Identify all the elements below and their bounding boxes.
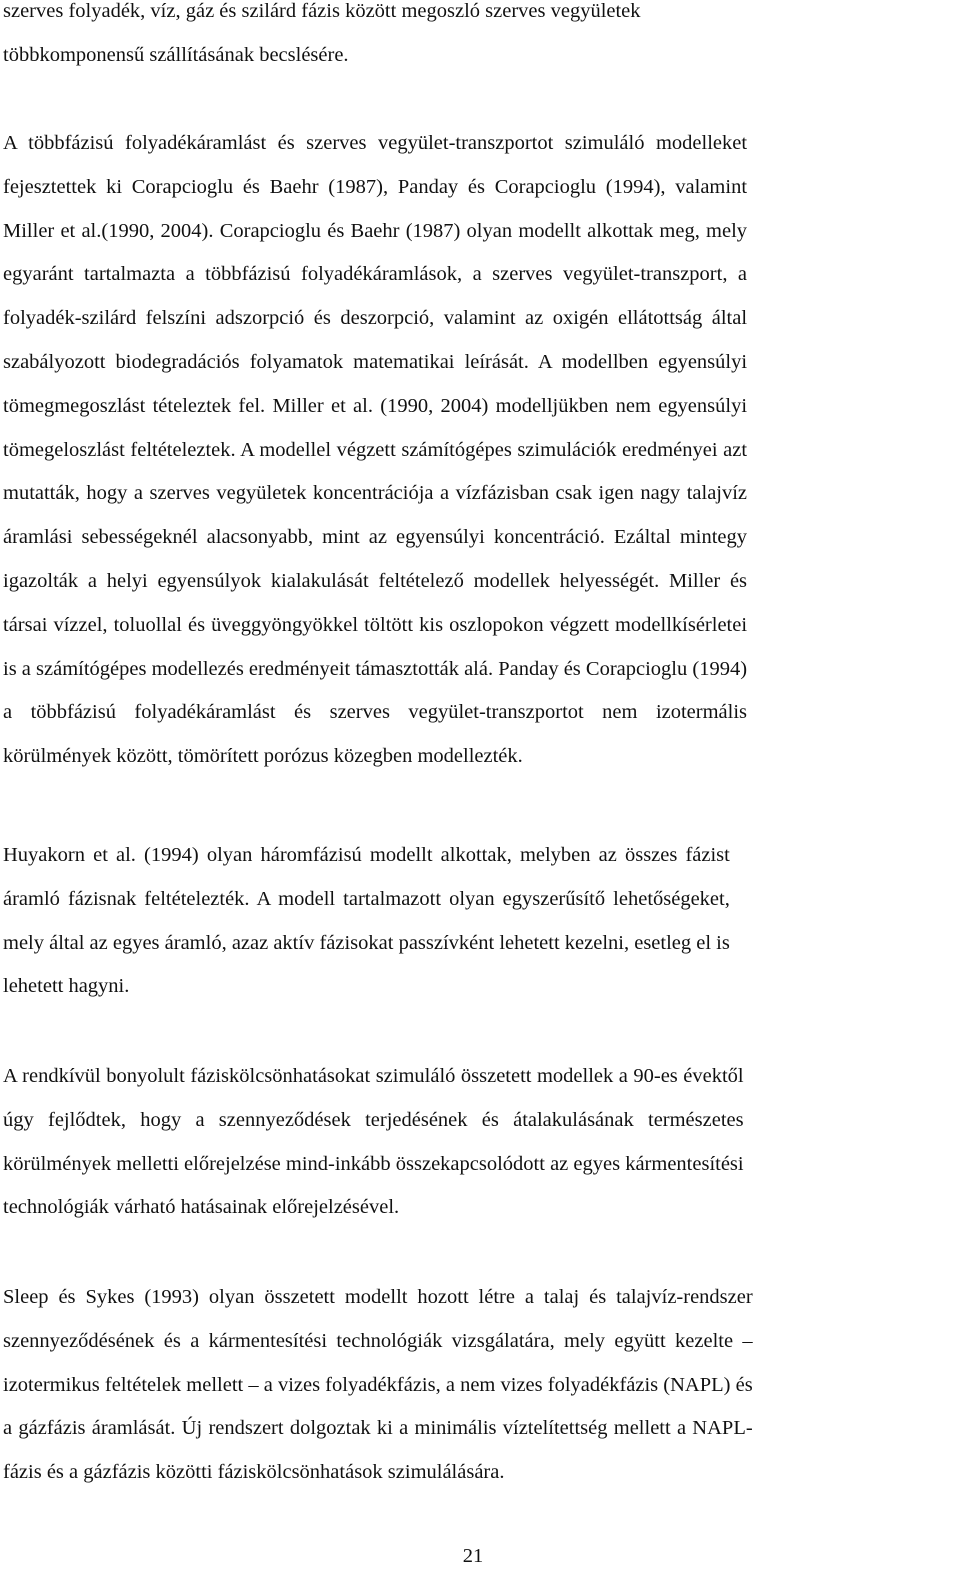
text-line: technológiák várható hatásainak előrejelzésével. xyxy=(3,1196,400,1219)
text-line: A rendkívül bonyolult fáziskölcsönhatásokat szimuláló összetett modellek a 90-es évektől xyxy=(3,1065,744,1087)
text-line: tömegeloszlást feltételeztek. A modellel végzett számítógépes szimulációk eredményei azt xyxy=(3,438,748,461)
paragraph-5 xyxy=(3,1276,753,1495)
text-line: folyadék-szilárd felszíni adszorpció és deszorpció, valamint az oxigén ellátottság által xyxy=(3,307,748,330)
text-line: lehetett hagyni. xyxy=(3,975,130,998)
paragraph-1 xyxy=(3,0,641,78)
text-line: a gázfázis áramlását. Új rendszert dolgoztak ki a minimális víztelítettség mellett a NAPL- xyxy=(3,1417,753,1440)
page-number: 21 xyxy=(462,1545,484,1567)
text-line: áramlási sebességeknél alacsonyabb, mint az egyensúlyi koncentráció. Ezáltal mintegy xyxy=(3,526,748,549)
text-line: A többfázisú folyadékáramlást és szerves vegyület-transzportot szimuláló modelleket xyxy=(3,132,748,154)
text-line: igazolták a helyi egyensúlyok kialakulását feltételező modellek helyességét. Miller és xyxy=(3,569,748,592)
text-line: szerves folyadék, víz, gáz és szilárd fázis között megoszló szerves vegyületek xyxy=(3,0,641,22)
text-line: is a számítógépes modellezés eredményeit támasztották alá. Panday és Corapcioglu (1994) xyxy=(3,657,748,680)
text-line: többkomponensű szállításának becslésére. xyxy=(3,43,349,66)
text-line: Sleep és Sykes (1993) olyan összetett modellt hozott létre a talaj és talajvíz-rendszer xyxy=(3,1286,753,1308)
text-line: szabályozott biodegradációs folyamatok matematikai leírását. A modellben egyensúlyi xyxy=(3,350,748,373)
text-line: egyaránt tartalmazta a többfázisú folyadékáramlások, a szerves vegyület-transzport, a xyxy=(3,263,748,286)
paragraph-2 xyxy=(3,122,747,779)
paragraph-3 xyxy=(3,834,730,1009)
text-line: Huyakorn et al. (1994) olyan háromfázisú modellt alkottak, melyben az összes fázist xyxy=(3,844,730,866)
text-line: fejesztettek ki Corapcioglu és Baehr (1987), Panday és Corapcioglu (1994), valamint xyxy=(3,175,748,198)
text-line: szennyeződésének és a kármentesítési technológiák vizsgálatára, mely együtt kezelte – xyxy=(3,1329,753,1352)
text-line: körülmények között, tömörített porózus közegben modellezték. xyxy=(3,745,523,768)
text-line: áramló fázisnak feltételezték. A modell tartalmazott olyan egyszerűsítő lehetőségeket, xyxy=(3,887,730,910)
text-line: mely által az egyes áramló, azaz aktív fázisokat passzívként lehetett kezelni, esetleg el is xyxy=(3,931,730,954)
text-line: Miller et al.(1990, 2004). Corapcioglu és Baehr (1987) olyan modellt alkottak meg, mely xyxy=(3,219,748,242)
paragraph-4 xyxy=(3,1055,744,1230)
text-line: tömegmegoszlást tételeztek fel. Miller et al. (1990, 2004) modelljükben nem egyensúlyi xyxy=(3,394,748,417)
text-line: társai vízzel, toluollal és üveggyöngyökkel töltött kis oszlopokon végzett modellkísérletei xyxy=(3,613,748,636)
text-line: úgy fejlődtek, hogy a szennyeződések terjedésének és átalakulásának természetes xyxy=(3,1108,744,1131)
text-line: körülmények melletti előrejelzése mind-inkább összekapcsolódott az egyes kármentesítési xyxy=(3,1152,744,1175)
text-line: fázis és a gázfázis közötti fáziskölcsönhatások szimulálására. xyxy=(3,1461,505,1484)
text-line: a többfázisú folyadékáramlást és szerves vegyület-transzportot nem izotermális xyxy=(3,701,748,724)
text-line: mutatták, hogy a szerves vegyületek koncentrációja a vízfázisban csak igen nagy talajvíz xyxy=(3,482,748,505)
text-line: izotermikus feltételek mellett – a vizes folyadékfázis, a nem vizes folyadékfázis (NAPL) és xyxy=(3,1373,753,1396)
